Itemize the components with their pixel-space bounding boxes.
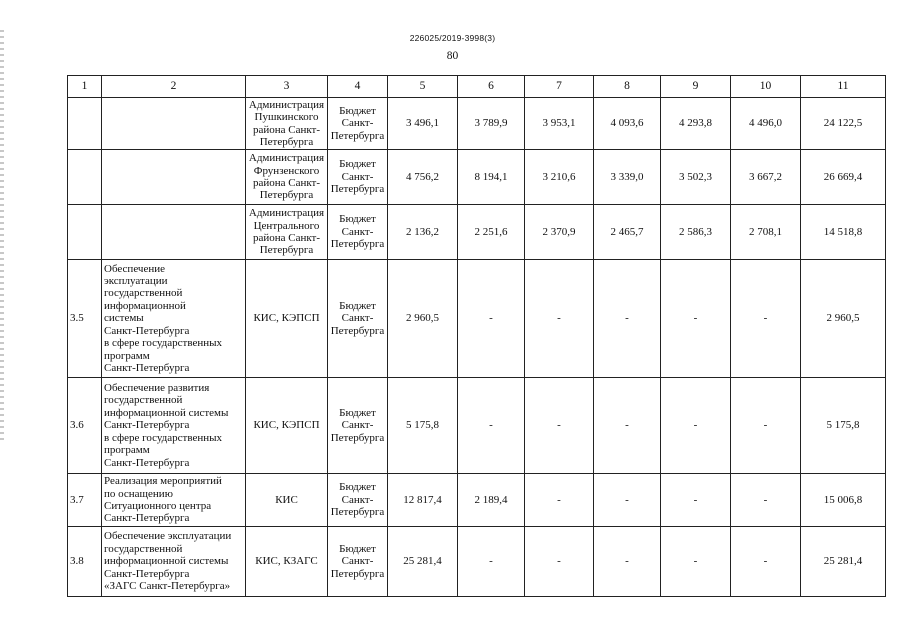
value-cell: 2 251,6 (458, 205, 525, 260)
executor: КИС, КЭПСП (246, 260, 328, 378)
activity-name: Обеспечение эксплуатации государственной информационной системы Санкт-Петербурга «ЗАГС Санкт-Петербурга» (102, 527, 246, 597)
activity-name: Обеспечение развития государственной информационной системы Санкт-Петербурга в сфере государственных программ Санкт-Петербурга (102, 378, 246, 474)
value-cell: 3 339,0 (594, 150, 661, 205)
value-cell: - (525, 378, 594, 474)
executor: Администрация Центрального района Санкт- Петербурга (246, 205, 328, 260)
program-funding-table (67, 75, 886, 597)
funding-source: Бюджет Санкт- Петербурга (328, 260, 388, 378)
value-cell: 3 496,1 (388, 98, 458, 150)
column-number: 6 (458, 76, 525, 98)
value-cell: 4 093,6 (594, 98, 661, 150)
value-cell: 3 789,9 (458, 98, 525, 150)
value-cell: - (525, 260, 594, 378)
document-id: 226025/2019-3998(3) (409, 33, 496, 43)
column-number: 7 (525, 76, 594, 98)
column-number-row (68, 76, 886, 98)
value-cell: 2 465,7 (594, 205, 661, 260)
scan-edge-marks (0, 30, 4, 440)
funding-source: Бюджет Санкт- Петербурга (328, 150, 388, 205)
activity-name (102, 98, 246, 150)
item-number: 3.5 (68, 260, 102, 378)
table-row (68, 378, 886, 474)
table-row (68, 260, 886, 378)
value-cell: 4 756,2 (388, 150, 458, 205)
column-number: 11 (801, 76, 886, 98)
total-cell: 2 960,5 (801, 260, 886, 378)
item-number: 3.7 (68, 474, 102, 527)
value-cell: - (661, 260, 731, 378)
value-cell: - (661, 378, 731, 474)
table-row (68, 150, 886, 205)
item-number: 3.8 (68, 527, 102, 597)
executor: КИС (246, 474, 328, 527)
value-cell: 3 502,3 (661, 150, 731, 205)
value-cell: 25 281,4 (388, 527, 458, 597)
item-number (68, 98, 102, 150)
value-cell: - (594, 527, 661, 597)
value-cell: - (458, 527, 525, 597)
value-cell: 2 708,1 (731, 205, 801, 260)
value-cell: - (731, 527, 801, 597)
funding-source: Бюджет Санкт- Петербурга (328, 98, 388, 150)
item-number: 3.6 (68, 378, 102, 474)
value-cell: - (594, 260, 661, 378)
total-cell: 25 281,4 (801, 527, 886, 597)
page-number: 80 (446, 50, 459, 62)
value-cell: - (525, 527, 594, 597)
activity-name (102, 150, 246, 205)
value-cell: 2 189,4 (458, 474, 525, 527)
executor: Администрация Пушкинского района Санкт- Петербурга (246, 98, 328, 150)
column-number: 1 (68, 76, 102, 98)
value-cell: - (661, 474, 731, 527)
value-cell: 3 667,2 (731, 150, 801, 205)
value-cell: 2 586,3 (661, 205, 731, 260)
value-cell: 8 194,1 (458, 150, 525, 205)
total-cell: 14 518,8 (801, 205, 886, 260)
value-cell: - (594, 474, 661, 527)
value-cell: 4 293,8 (661, 98, 731, 150)
funding-source: Бюджет Санкт- Петербурга (328, 378, 388, 474)
total-cell: 26 669,4 (801, 150, 886, 205)
column-number: 10 (731, 76, 801, 98)
executor: Администрация Фрунзенского района Санкт- Петербурга (246, 150, 328, 205)
total-cell: 15 006,8 (801, 474, 886, 527)
item-number (68, 150, 102, 205)
executor: КИС, КЗАГС (246, 527, 328, 597)
column-number: 8 (594, 76, 661, 98)
column-number: 3 (246, 76, 328, 98)
total-cell: 5 175,8 (801, 378, 886, 474)
column-number: 2 (102, 76, 246, 98)
column-number: 4 (328, 76, 388, 98)
value-cell: 4 496,0 (731, 98, 801, 150)
column-number: 9 (661, 76, 731, 98)
value-cell: - (458, 260, 525, 378)
activity-name (102, 205, 246, 260)
activity-name: Реализация мероприятий по оснащению Ситуационного центра Санкт-Петербурга (102, 474, 246, 527)
table-row (68, 205, 886, 260)
value-cell: 5 175,8 (388, 378, 458, 474)
value-cell: 2 960,5 (388, 260, 458, 378)
executor: КИС, КЭПСП (246, 378, 328, 474)
value-cell: 2 136,2 (388, 205, 458, 260)
table-row (68, 527, 886, 597)
funding-source: Бюджет Санкт- Петербурга (328, 474, 388, 527)
activity-name: Обеспечение эксплуатации государственной информационной системы Санкт-Петербурга в сфере государственных программ Санкт-Петербурга (102, 260, 246, 378)
value-cell: - (731, 260, 801, 378)
value-cell: - (525, 474, 594, 527)
column-number: 5 (388, 76, 458, 98)
value-cell: - (731, 474, 801, 527)
value-cell: 3 953,1 (525, 98, 594, 150)
funding-source: Бюджет Санкт- Петербурга (328, 527, 388, 597)
total-cell: 24 122,5 (801, 98, 886, 150)
table-row (68, 474, 886, 527)
funding-source: Бюджет Санкт- Петербурга (328, 205, 388, 260)
value-cell: 2 370,9 (525, 205, 594, 260)
value-cell: 3 210,6 (525, 150, 594, 205)
value-cell: - (594, 378, 661, 474)
value-cell: - (458, 378, 525, 474)
item-number (68, 205, 102, 260)
value-cell: 12 817,4 (388, 474, 458, 527)
value-cell: - (731, 378, 801, 474)
table-row (68, 98, 886, 150)
value-cell: - (661, 527, 731, 597)
